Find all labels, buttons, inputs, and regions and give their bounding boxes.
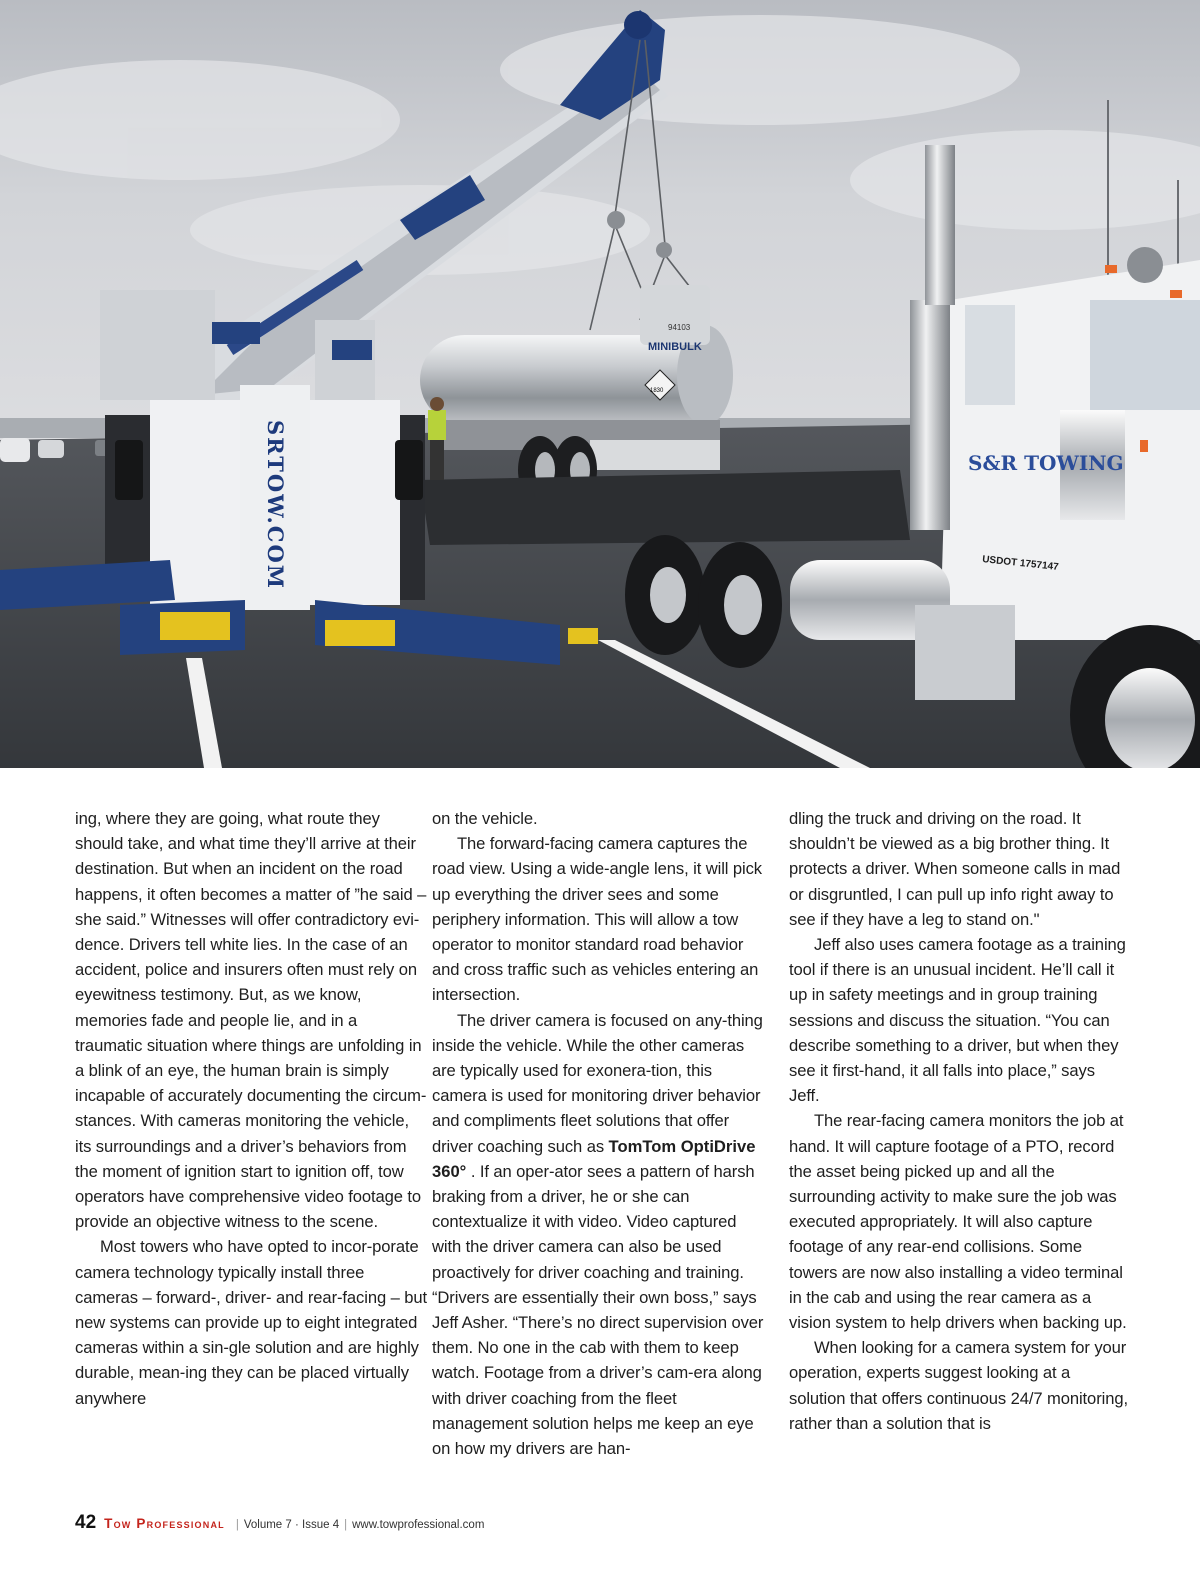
page-footer bbox=[75, 1512, 484, 1534]
pulley-block-2 bbox=[656, 242, 672, 258]
tow-truck-recovery-photo bbox=[0, 0, 1200, 768]
pulley-block-1 bbox=[607, 211, 625, 229]
paragraph: When looking for a camera system for your operation, experts suggest looking at a solution that offers continuous 24/7 monitoring, rather than a solution that is bbox=[789, 1338, 1128, 1433]
door-logo: S&R TOWING bbox=[968, 451, 1124, 475]
paragraph-text: . If an oper-ator sees a pattern of harsh braking from a driver, he or she can contextualize it with video. Video captured with the driver camera can also be used proactively for driver coaching and training. “Drivers are essentially their own boss,” says Jeff Asher. “There’s no direct supervision over them. No one in the cab with them to keep watch. Footage from a driver’s cam-era along with driver coaching from the fleet management solution helps me keep an eye on how my drivers are han- bbox=[432, 1161, 764, 1459]
article-column-3 bbox=[789, 806, 1129, 1436]
boom-logo-text: SRTOW.COM bbox=[263, 420, 288, 591]
paragraph: The forward-facing camera captures the road view. Using a wide-angle lens, it will pick up everything the driver sees and some periphery information. This will allow a tow operator to monitor standard road behavior and cross traffic such as vehicles entering an intersection. bbox=[432, 834, 762, 1005]
paragraph: Jeff also uses camera footage as a training tool if there is an unusual incident. He’ll call it up in safety meetings and in group training sessions and discuss the situation. “You can describe something to a driver, but when they see it first-hand, it all falls into place,” says Jeff. bbox=[789, 935, 1126, 1106]
svg-text:1830: 1830 bbox=[650, 388, 664, 394]
article-column-1 bbox=[75, 806, 427, 1411]
issue-info: Volume 7 · Issue 4 bbox=[243, 1519, 340, 1531]
svg-text:94103: 94103 bbox=[668, 323, 691, 332]
page-number: 42 bbox=[75, 1512, 97, 1533]
website-link[interactable]: www.towprofessional.com bbox=[352, 1519, 485, 1531]
lowboy-deck bbox=[420, 470, 910, 545]
usdot-number: USDOT 1757147 bbox=[981, 554, 1060, 574]
paragraph: The rear-facing camera monitors the job at hand. It will capture footage of a PTO, record the asset being picked up and all the surrounding activity to make sure the job was executed appropriately. It will also capture footage of any rear-end collisions. Some towers are now also installing a video terminal in the cab and using the rear camera as a vision system to help drivers when backing up. bbox=[789, 1111, 1127, 1333]
article-column-2 bbox=[432, 806, 770, 1461]
magazine-name: Tow Professional bbox=[104, 1516, 225, 1531]
paragraph bbox=[432, 1008, 770, 1462]
svg-text:MINIBULK: MINIBULK bbox=[648, 341, 702, 353]
divider: | bbox=[344, 1519, 348, 1531]
product-name-link[interactable]: TomTom OptiDrive 360° bbox=[432, 1136, 756, 1181]
paragraph-text: The driver camera is focused on any-thing inside the vehicle. While the other cameras are typically used for exonera-tion, this camera is used for monitoring driver behavior and compliments fleet solutions that offer driver coaching such as bbox=[432, 1010, 763, 1156]
paragraph: Most towers who have opted to incor-porate camera technology typically install three cameras – forward-, driver- and rear-facing – but new systems can provide up to eight integrated cameras within a sin-gle solution and are highly durable, mean-ing they can be placed virtually anywhere bbox=[75, 1237, 428, 1408]
divider: | bbox=[235, 1519, 239, 1531]
paragraph: on the vehicle. bbox=[432, 809, 538, 828]
paragraph: ing, where they are going, what route they should take, and what time they’ll arrive at their destination. But when an incident on the road happens, it often becomes a matter of ”he said – she said.” Witnesses will offer contradictory evi-dence. Drivers tell white lies. In the case of an accident, police and insurers often must rely on eyewitness testimony. But, as we know, memories fade and people lie, and in a traumatic situation where things are unfolding in a blink of an eye, the human brain is simply incapable of accurately documenting the circum-stances. With cameras monitoring the vehicle, its surroundings and a driver’s behaviors from the moment of ignition start to ignition off, tow operators have comprehensive video footage to provide an objective witness to the scene. bbox=[75, 809, 427, 1232]
paragraph: dling the truck and driving on the road. It shouldn’t be viewed as a big brother thing. It protects a driver. When someone calls in mad or disgruntled, I can pull up info right away to see if they have a leg to stand on." bbox=[789, 809, 1121, 929]
